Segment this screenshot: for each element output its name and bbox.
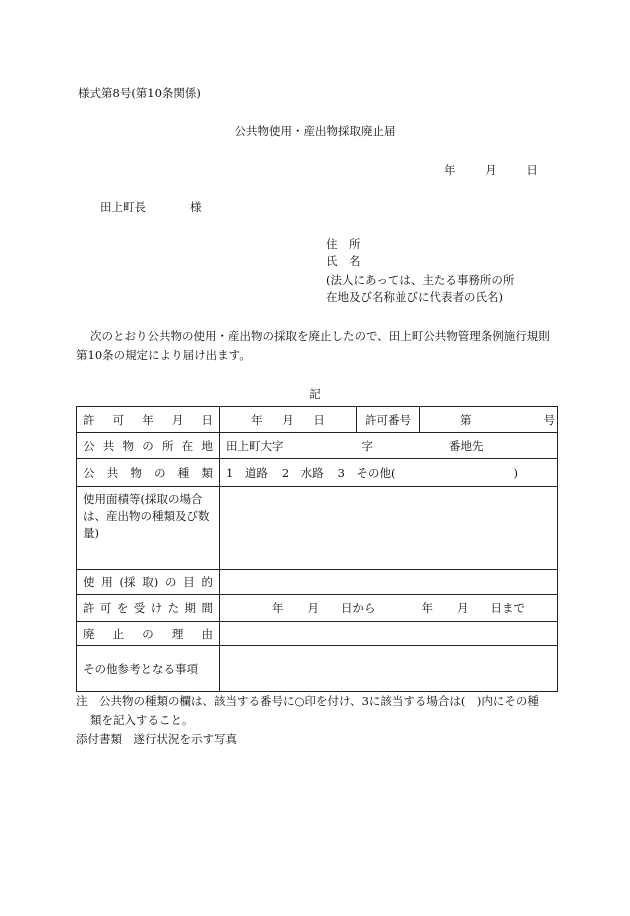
addressee-name: 田上町長: [100, 200, 146, 214]
label-char: 種: [177, 465, 190, 480]
label-char: 許: [83, 412, 95, 427]
body-text: 次のとおり公共物の使用・産出物の採取を廃止したので、田上町公共物管理条例施行規則第10条の規定により届け出ます。: [76, 329, 550, 362]
note-line2: 類を記入すること。: [90, 713, 194, 727]
label-char: 物: [122, 438, 134, 453]
permit-number-value[interactable]: [420, 407, 558, 433]
label-char: け: [150, 601, 163, 615]
label-char: の: [142, 626, 154, 641]
label-char: 公: [83, 465, 95, 480]
area-label: 使用面積等(採取の場合は、産出物の種類及び数量): [77, 487, 220, 570]
row-location: [77, 433, 558, 459]
location-town: 田上町大字: [226, 438, 284, 453]
period-end-month: 月: [457, 601, 469, 615]
permit-month: 月: [282, 412, 294, 427]
other-label: その他参考となる事項: [77, 646, 220, 692]
type-option-waterway[interactable]: 2 水路: [281, 465, 324, 480]
label-char: 間: [201, 601, 213, 615]
location-label: [77, 433, 220, 459]
row-other: [77, 646, 558, 692]
form-number: 様式第8号(第10条関係): [78, 86, 201, 100]
type-other-close: ): [513, 465, 518, 480]
label-char: 類: [201, 465, 213, 480]
label-char: 所: [162, 438, 174, 453]
period-label: [77, 595, 220, 622]
permit-number-go: 号: [543, 412, 555, 427]
applicant-address-label: 住 所: [326, 237, 361, 251]
label-char: 共: [102, 438, 115, 453]
permit-number-label: 許可番号: [357, 407, 420, 433]
form-table: [76, 406, 558, 692]
type-label: [77, 459, 220, 487]
submission-date: [444, 162, 538, 178]
label-char: 目: [183, 575, 195, 589]
label-char: 理: [171, 626, 184, 641]
area-value[interactable]: [220, 487, 558, 570]
period-end-year: 年: [421, 601, 433, 615]
label-char: 廃: [83, 626, 95, 641]
row-permit-date: [77, 407, 558, 433]
period-end-day: 日まで: [490, 601, 525, 615]
applicant-name-label: 氏 名: [326, 254, 361, 268]
location-aza: 字: [361, 438, 373, 453]
label-char: 由: [201, 626, 213, 641]
label-char: 取): [142, 575, 159, 589]
label-char: 可: [112, 412, 125, 427]
type-option-other[interactable]: 3 その他(: [337, 465, 396, 480]
permit-date-value[interactable]: [220, 407, 357, 433]
label-char: 受: [133, 601, 146, 615]
label-char: を: [116, 601, 129, 615]
period-start-year: 年: [272, 601, 284, 615]
row-type: [77, 459, 558, 487]
label-char: た: [167, 601, 180, 615]
permit-day: 日: [313, 412, 325, 427]
row-area: [77, 487, 558, 570]
date-year-label: 年: [444, 163, 456, 177]
label-char: 的: [201, 575, 213, 589]
period-value[interactable]: [220, 595, 558, 622]
label-char: 物: [130, 465, 142, 480]
reason-value[interactable]: [220, 622, 558, 646]
period-start-month: 月: [307, 601, 319, 615]
label-char: 月: [171, 412, 184, 427]
label-char: 許: [83, 601, 95, 615]
row-purpose: [77, 570, 558, 595]
location-value[interactable]: [220, 433, 558, 459]
label-char: 使: [83, 575, 95, 589]
note-line1: 注 公共物の種類の欄は、該当する番号に○印を付け、3に該当する場合は( )内にその種: [76, 694, 539, 708]
label-char: 可: [99, 601, 112, 615]
addressee: [100, 199, 202, 215]
notes: [76, 692, 539, 749]
document-title: 公共物使用・産出物採取廃止届: [234, 124, 396, 138]
label-char: の: [165, 575, 177, 589]
row-reason: [77, 622, 558, 646]
type-value[interactable]: [220, 459, 558, 487]
label-char: 公: [83, 438, 95, 453]
attachment-line: 添付書類 遂行状況を示す写真: [76, 732, 237, 746]
reason-label: [77, 622, 220, 646]
label-char: 日: [201, 412, 213, 427]
other-value[interactable]: [220, 646, 558, 692]
date-day-label: 日: [526, 163, 538, 177]
applicant-note-line1: (法人にあっては、主たる事務所の所: [326, 273, 515, 287]
label-char: 年: [142, 412, 154, 427]
applicant-note-line2: 在地及び名称並びに代表者の氏名): [326, 290, 503, 304]
label-char: 止: [112, 626, 125, 641]
purpose-label: [77, 570, 220, 595]
label-char: 在: [181, 438, 194, 453]
location-banchi: 番地先: [449, 438, 484, 453]
label-char: の: [142, 438, 154, 453]
ki-heading: 記: [309, 387, 321, 401]
permit-date-label: [77, 407, 220, 433]
applicant-block: [326, 236, 514, 306]
type-option-road[interactable]: 1 道路: [226, 465, 268, 480]
label-char: 期: [184, 601, 197, 615]
row-period: [77, 595, 558, 622]
purpose-value[interactable]: [220, 570, 558, 595]
label-char: 用: [101, 575, 113, 589]
label-char: 地: [201, 438, 213, 453]
label-char: (採: [119, 575, 136, 589]
permit-number-dai: 第: [460, 412, 472, 427]
label-char: の: [154, 465, 166, 480]
addressee-honorific: 様: [190, 200, 202, 214]
label-char: 共: [106, 465, 119, 480]
date-month-label: 月: [485, 163, 497, 177]
permit-year: 年: [251, 412, 263, 427]
period-start-day: 日から: [341, 601, 376, 615]
